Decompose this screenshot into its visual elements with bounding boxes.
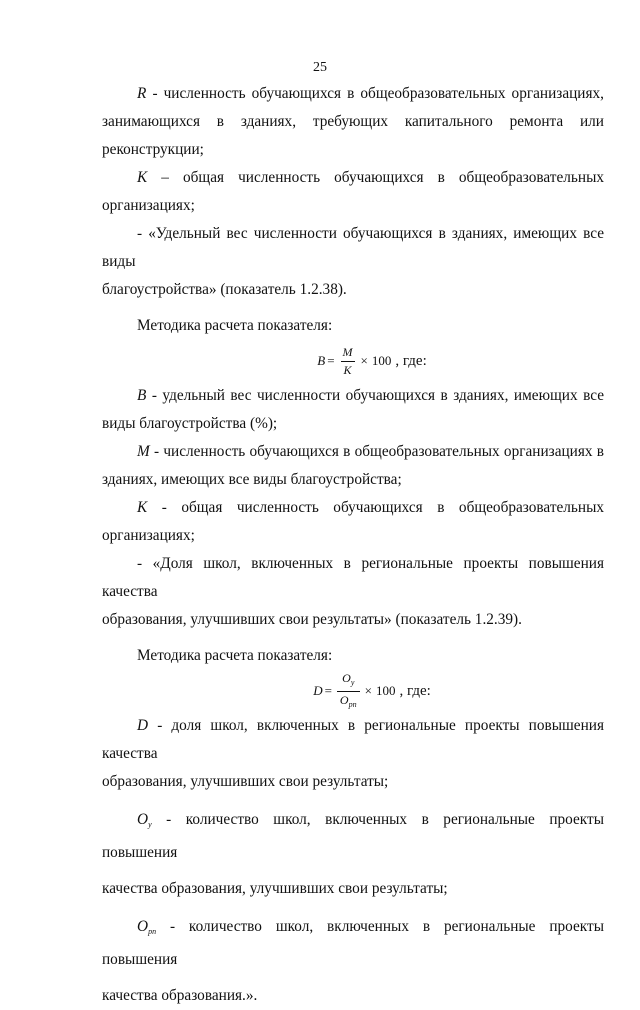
d-definition-line1: D - доля школ, включенных в региональные проекты повышения качества	[102, 717, 604, 762]
r-definition-line2: занимающихся в зданиях, требующих капитального ремонта или	[102, 113, 604, 130]
formula-d: D = $\frac{O_у}{O_{рп}}$ × 100 , где:	[140, 670, 604, 712]
document-body	[102, 80, 604, 1010]
indicator-1-2-39-line1: - «Доля школ, включенных в региональные проекты повышения качества	[102, 555, 604, 600]
symbol-m: M	[137, 443, 150, 460]
formula-b-fraction: $\frac{M}{K}$	[340, 345, 356, 378]
symbol-k: K	[137, 169, 148, 186]
method-label-1: Методика расчета показателя:	[137, 317, 333, 334]
r-definition-line3: реконструкции;	[102, 141, 204, 158]
symbol-orp: $O_{рп}$	[137, 918, 157, 936]
orp-definition-line1: $O_{рп}$ - количество школ, включенных в региональные проекты повышения	[102, 918, 605, 968]
orp-definition-line2: качества образования.».	[102, 987, 258, 1004]
page-number: 25	[313, 60, 327, 75]
b-definition-line2: виды благоустройства (%);	[102, 415, 278, 432]
m-definition-line1: M - численность обучающихся в общеобразовательных организациях в	[137, 443, 605, 460]
b-definition-line1: B - удельный вес численности обучающихся в зданиях, имеющих все	[137, 387, 604, 404]
k-definition-1-line2: организациях;	[102, 197, 195, 214]
oy-definition-line2: качества образования, улучшивших свои результаты;	[102, 880, 448, 897]
d-definition-line2: образования, улучшивших свои результаты;	[102, 773, 389, 790]
oy-definition-line1: $O_у$ - количество школ, включенных в региональные проекты повышения	[102, 811, 604, 861]
symbol-oy: $O_у$	[137, 811, 152, 829]
m-definition-line2: зданиях, имеющих все виды благоустройства;	[102, 471, 402, 488]
method-label-2: Методика расчета показателя:	[137, 647, 333, 664]
symbol-d: D	[137, 717, 149, 734]
indicator-1-2-38-line2: благоустройства» (показатель 1.2.38).	[102, 281, 347, 298]
r-definition-line1: R - численность обучающихся в общеобразовательных организациях,	[137, 85, 604, 102]
k-definition-2-line2: организациях;	[102, 527, 195, 544]
formula-b: B = $\frac{M}{K}$ × 100 , где:	[317, 344, 427, 377]
formula-d-fraction: $\frac{O_у}{O_{рп}}$	[337, 671, 360, 712]
symbol-r: R	[137, 85, 147, 102]
symbol-b: B	[137, 387, 147, 404]
k-definition-1-line1: K – общая численность обучающихся в общеобразовательных	[137, 169, 604, 186]
symbol-k: K	[137, 499, 148, 516]
k-definition-2-line1: K - общая численность обучающихся в общеобразовательных	[137, 499, 605, 516]
indicator-1-2-39-line2: образования, улучшивших свои результаты» (показатель 1.2.39).	[102, 611, 522, 628]
indicator-1-2-38-line1: - «Удельный вес численности обучающихся в зданиях, имеющих все виды	[102, 225, 604, 270]
